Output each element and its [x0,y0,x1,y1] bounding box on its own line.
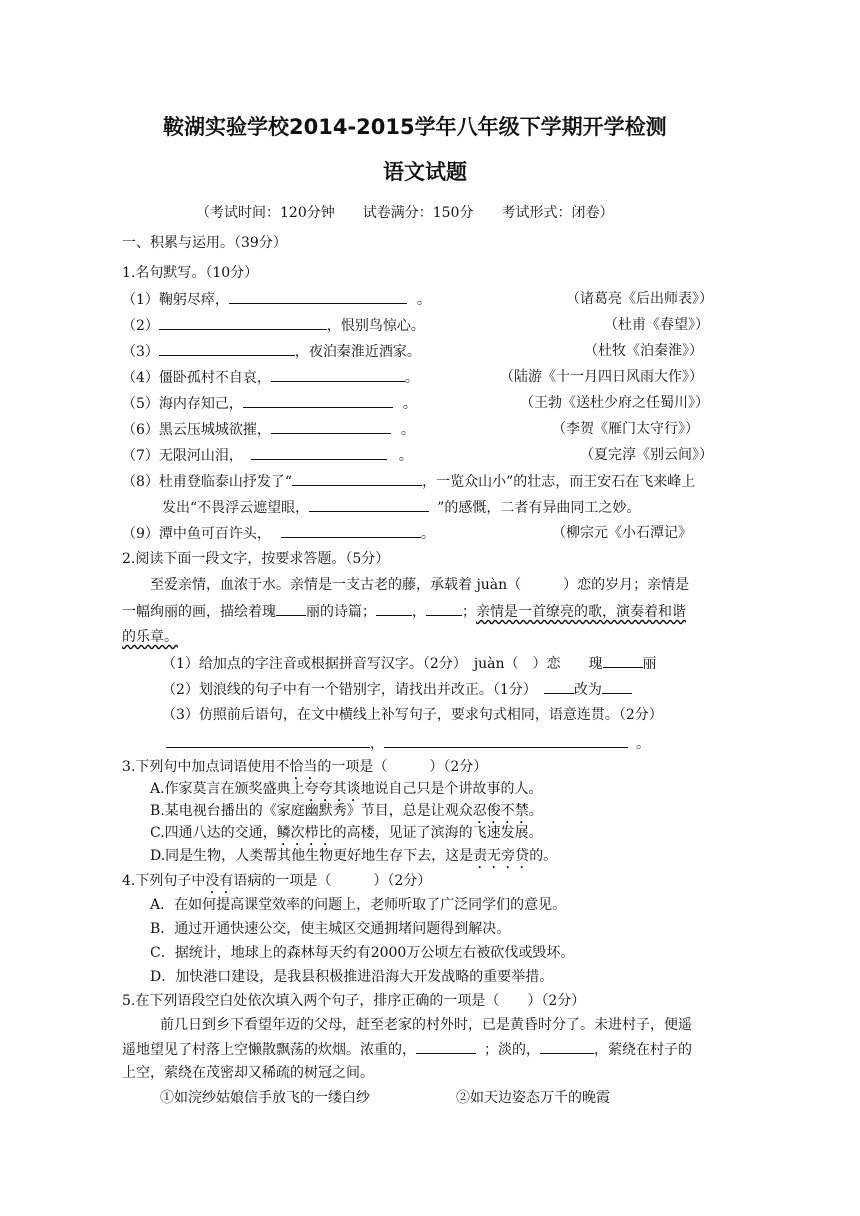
q2-paragraph-line2 [122,601,686,622]
q3-text: B.某电视台播出的《家庭幽默秀》节目，总是让观众 [150,803,473,819]
q3-text: C.四通八达的交通， [150,825,277,841]
q2-text: ， [412,604,426,620]
section1-heading: 一、积累与运用。（39分） [122,235,287,251]
q5-text: 遥地望见了村落上空懒散飘荡的炊烟。浓重的， [122,1042,416,1058]
q1-item-text: （4）僵卧孤村不自哀， [122,370,271,386]
answer-blank[interactable] [602,679,632,694]
q2-sub1 [162,653,657,674]
q1-item-text: 。 [398,448,413,464]
answer-blank[interactable] [229,289,407,304]
q1-item-3 [122,341,421,362]
answer-blank[interactable] [243,393,393,408]
q1-item-text: （9）潭中鱼可百许头， [122,526,271,542]
q1-item-8b [162,497,640,518]
q3-text: D.同是生物，人类帮其他生物更好地生存下去，这是 [150,848,474,864]
page-title: 鞍湖实验学校2014-2015学年八年级下学期开学检测 [163,115,667,139]
q2-sub3-answer [166,733,650,754]
q1-item-text: ，夜泊秦淮近酒家。 [294,344,421,360]
q1-item-text: （6）黑云压城城欲摧， [122,422,271,438]
q1-item-text: 。 [402,396,417,412]
answer-blank[interactable] [540,1039,594,1054]
q1-item-9 [122,523,435,544]
q4-option-d: D．加快港口建设，是我县积极推进沿海大开发战略的重要举措。 [150,969,554,985]
answer-blank[interactable] [416,1039,476,1054]
q2-heading: 2.阅读下面一段文字，按要求答题。（5分） [122,551,390,567]
q2-text: 。 [636,736,650,752]
q1-item-text: （2） [122,318,159,334]
q5-text: ；淡的， [484,1042,540,1058]
q3-text: 的一项是（ ）（2分） [317,759,488,775]
answer-blank[interactable] [166,733,370,748]
q5-heading: 5.在下列语段空白处依次填入两个句子，排序正确的一项是（ ）（2分） [122,993,586,1009]
answer-blank[interactable] [251,445,387,460]
q2-text: 丽 [642,656,657,672]
q3-text: 的。 [529,848,558,864]
q3-text: A.作家莫言在颁奖盛典上 [150,781,305,797]
q3-text: 3.下列句中加点词语使用不 [122,759,290,775]
exam-info: （考试时间：120分钟 试卷满分：150分 考试形式：闭卷） [196,205,614,221]
q3-text: 地说自己只是个讲故事的人。 [360,781,543,797]
answer-blank[interactable] [603,653,643,668]
q1-item-text: 。 [420,526,435,542]
q2-text: 改为 [573,682,602,698]
q2-text: 一幅绚丽的画，描绘着瑰 [122,604,276,620]
q1-source: （王勃《送杜少府之任蜀川》） [520,395,709,411]
q5-text: ，萦绕在村子的 [594,1042,692,1058]
q1-item-text: 。 [400,422,415,438]
q3-emphasis: 鳞次栉比 [276,825,333,841]
q1-item-7 [122,445,413,466]
q1-item-text: （7）无限河山泪， [122,448,243,464]
q1-item-8a [122,471,695,492]
q5-paragraph-line3: 上空，萦绕在茂密却又稀疏的树冠之间。 [122,1065,374,1081]
q3-emphasis: 忍俊不禁 [472,803,529,819]
q3-emphasis: 恰当 [289,759,318,775]
q2-text: 丽的诗篇； [306,604,376,620]
q4-text: 4.下列句子中 [122,873,206,889]
q3-emphasis: 夸夸其谈 [304,781,361,797]
q1-item-text: 。 [416,292,431,308]
answer-blank[interactable] [426,601,462,616]
q1-source: （夏完淳《别云间》） [580,447,713,463]
q2-paragraph-line1: 至爱亲情，血浓于水。亲情是一支古老的藤，承载着 juàn（ ）恋的岁月；亲情是 [150,577,690,593]
q1-item-text: （3） [122,344,159,360]
q1-item-5 [122,393,417,414]
q1-item-text: （5）海内存知己， [122,396,243,412]
answer-blank[interactable] [271,367,405,382]
q3-text: 。 [528,803,543,819]
q4-heading [122,871,431,897]
q1-item-text: 发出“不畏浮云遮望眼， [162,500,310,516]
answer-blank[interactable] [544,679,574,694]
q4-option-c: C．据统计，地球上的森林每天约有2000万公顷左右被砍伐或毁坏。 [150,945,575,961]
q1-item-text: 。 [404,370,419,386]
q1-item-1 [122,289,431,310]
answer-blank[interactable] [159,341,295,356]
q4-text: 语病的一项是（ ）（2分） [233,873,432,889]
answer-blank[interactable] [309,497,429,512]
q1-item-2 [122,315,425,336]
q1-item-text: （1）鞠躬尽瘁， [122,292,229,308]
q2-wavy-sentence: 亲情是一首缭亮的歌，演奏着和谐 [476,604,686,620]
q5-paragraph-line2 [122,1039,692,1060]
q2-text: ， [370,736,384,752]
answer-blank[interactable] [276,601,306,616]
q3-text: 的高楼，见证了滨海的飞速发展。 [332,825,543,841]
answer-blank[interactable] [292,471,422,486]
q1-source: （杜牧《泊秦淮》） [584,343,703,359]
q2-sub2 [162,679,632,700]
q1-source: （诸葛亮《后出师表》） [566,291,713,307]
q2-text: ； [462,604,476,620]
page-subtitle: 语文试题 [383,160,467,184]
q1-source: （杜甫《春望》） [604,317,709,333]
q1-item-text: ”的感慨，二者有异曲同工之妙。 [437,500,641,516]
q5-paragraph-line1: 前几日到乡下看望年迈的父母，赶至老家的村外时，已是黄昏时分了。未进村子，便遥 [160,1017,692,1033]
q1-item-text: （8）杜甫登临泰山抒发了“ [122,474,293,490]
answer-blank[interactable] [159,315,327,330]
q1-heading: 1.名句默写。（10分） [122,265,259,281]
q1-source: （柳宗元《小石潭记》 [552,525,692,541]
q5-option-1: ①如浣纱姑娘信手放飞的一缕白纱 [160,1090,370,1106]
q4-option-a: A．在如何提高课堂效率的问题上，老师听取了广泛同学们的意见。 [150,897,567,913]
q4-option-b: B．通过开通快速公交，使主城区交通拥堵问题得到解决。 [150,921,511,937]
answer-blank[interactable] [271,419,391,434]
answer-blank[interactable] [281,523,421,538]
q2-sub3: （3）仿照前后语句，在文中横线上补写句子，要求句式相同，语意连贯。（2分） [162,707,663,723]
q1-source: （陆游《十一月四日风雨大作》） [500,369,703,385]
q4-emphasis: 没有 [205,873,234,889]
q2-text: （2）划浪线的句子中有一个错别字，请找出并改正。（1分） [162,682,544,698]
q1-item-4 [122,367,419,388]
q1-item-text: ，恨别鸟惊心。 [326,318,425,334]
q5-option-2: ②如天边姿态万千的晚霞 [456,1090,610,1106]
answer-blank[interactable] [384,733,628,748]
q1-source: （李贺《雁门太守行》） [552,421,699,437]
q2-wavy-sentence-end: 的乐章。 [122,629,178,645]
q2-text: （1）给加点的字注音或根据拼音写汉字。（2分） juàn（ ）恋 瑰 [162,656,603,672]
q1-item-6 [122,419,415,440]
q1-item-text: ，一览众山小”的壮志，而王安石在飞来峰上 [422,474,696,490]
q3-emphasis: 责无旁贷 [473,848,530,864]
q3-option-d [150,846,557,872]
answer-blank[interactable] [376,601,412,616]
q2-paragraph-line3 [122,627,178,647]
